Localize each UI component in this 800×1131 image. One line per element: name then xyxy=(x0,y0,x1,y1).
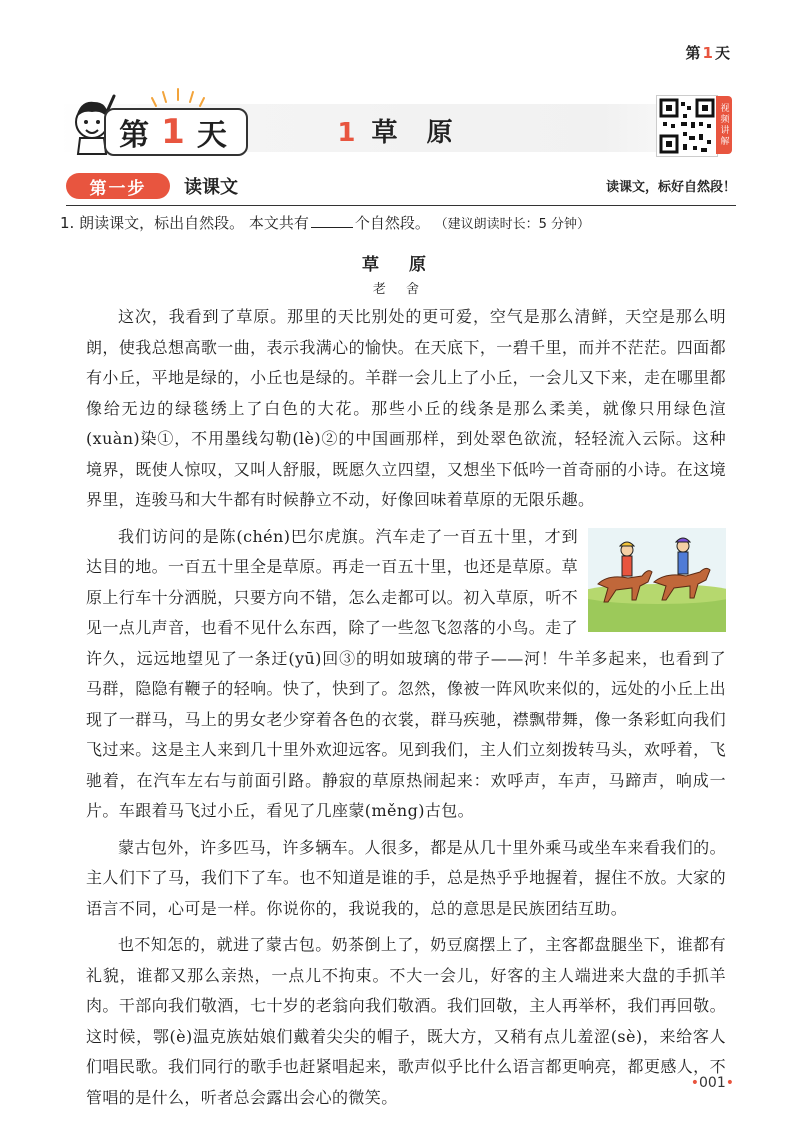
sunrays-icon xyxy=(148,86,208,108)
answer-blank[interactable] xyxy=(311,213,353,228)
paragraph: 我们访问的是陈(chén)巴尔虎旗。汽车走了一百五十里，才到达目的地。一百五十里全是草原。再走一百五十里，也还是草原。草原上行车十分洒脱，只要方向不错，怎么走都可以。初入草原，听不见一点儿声音，也看不见什么东西，除了一些忽飞忽落的小鸟。走了许久，远远地望见了一条迂(yū)回③的明如玻璃的带子——河！牛羊多起来，也看到了马群，隐隐有鞭子的轻响。快了，快到了。忽然，像被一阵风吹来似的，远处的小丘上出现了一群马，马上的男女老少穿着各色的衣裳，群马疾驰，襟飘带舞，像一条彩虹向我们飞过来。这是主人来到几十里外欢迎远客。见到我们，主人们立刻拨转马头，欢呼着，飞驰着，在汽车左右与前面引路。静寂的草原热闹起来：欢呼声，车声，马蹄声，响成一片。车跟着马飞过小丘，看见了几座蒙(měng)古包。 xyxy=(86,526,726,820)
article-body xyxy=(86,302,726,1119)
day-badge: 第 1 天 xyxy=(104,108,248,156)
lesson-number: 1 xyxy=(337,118,366,148)
horse-riders-illustration xyxy=(588,528,726,632)
step-title: 读课文 xyxy=(184,177,238,198)
paragraph: 蒙古包外，许多匹马，许多辆车。人很多，都是从几十里外乘马或坐车来看我们的。主人们下了马，我们下了车。也不知道是谁的手，总是热乎乎地握着，握住不放。大家的语言不同，心可是一样。你说你的，我说我的，总的意思是民族团结互助。 xyxy=(86,837,726,918)
corner-day-label: 第 1 天 xyxy=(685,44,730,62)
step-header xyxy=(66,170,736,200)
corner-day-number: 1 xyxy=(702,44,713,62)
day-number: 1 xyxy=(161,112,191,152)
divider xyxy=(66,205,736,206)
lesson-title: 1 草 原 xyxy=(337,118,463,148)
paragraph: 也不知怎的，就进了蒙古包。奶茶倒上了，奶豆腐摆上了，主客都盘腿坐下，谁都有礼貌，谁都又那么亲热，一点儿不拘束。不大一会儿，好客的主人端进来大盘的手抓羊肉。干部向我们敬酒，七十岁的老翁向我们敬酒。我们回敬，主人再举杯，我们再回敬。这时候，鄂(è)温克族姑娘们戴着尖尖的帽子，既大方，又稍有点儿羞涩(sè)，来给客人们唱民歌。我们同行的歌手也赶紧唱起来，歌声似乎比什么语言都更响亮，都更感人，不管唱的是什么，听者总会露出会心的微笑。 xyxy=(86,935,726,1107)
video-tag: 视频讲解 xyxy=(716,96,732,154)
text-author: 老 舍 xyxy=(372,282,428,297)
question-1: 1. 朗读课文，标出自然段。 本文共有 个自然段。 （建议朗读时长：5 分钟） xyxy=(60,214,591,232)
page-number: •001• xyxy=(690,1075,734,1091)
step-hint: 读课文，标好自然段！ xyxy=(605,180,736,195)
qr-code-icon[interactable] xyxy=(656,95,718,157)
question-hint: （建议朗读时长：5 分钟） xyxy=(434,217,591,232)
text-title: 草 原 xyxy=(362,255,438,275)
step-badge: 第一步 xyxy=(66,173,170,199)
paragraph: 这次，我看到了草原。那里的天比别处的更可爱，空气是那么清鲜，天空是那么明朗，使我总想高歌一曲，表示我满心的愉快。在天底下，一碧千里，而并不茫茫。四面都有小丘，平地是绿的，小丘也是绿的。羊群一会儿上了小丘，一会儿又下来，走在哪里都像给无边的绿毯绣上了白色的大花。那些小丘的线条是那么柔美，就像只用绿色渲(xuàn)染①，不用墨线勾勒(lè)②的中国画那样，到处翠色欲流，轻轻流入云际。这种境界，既使人惊叹，又叫人舒服，既愿久立四望，又想坐下低吟一首奇丽的小诗。在这境界里，连骏马和大牛都有时候静立不动，好像回味着草原的无限乐趣。 xyxy=(86,307,726,509)
